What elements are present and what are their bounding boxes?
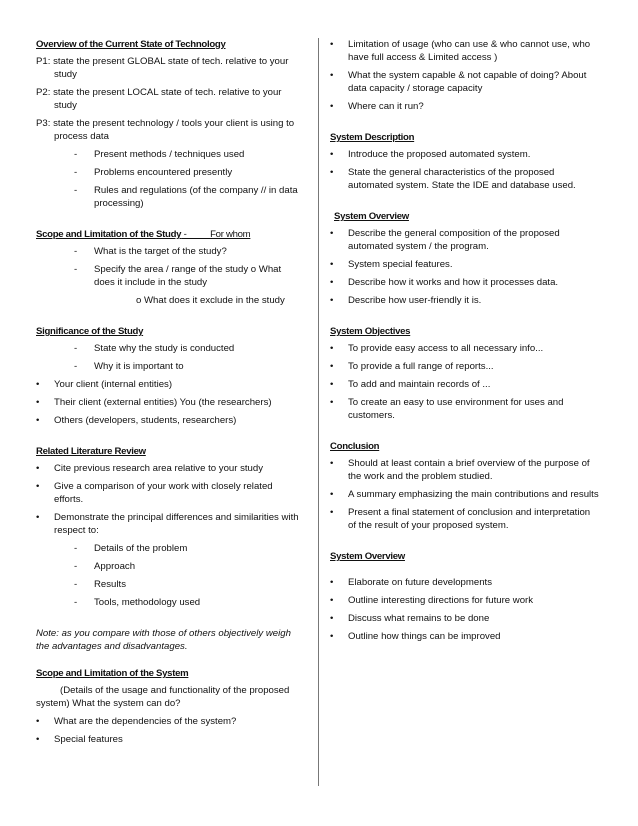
bullet-item: • To provide a full range of reports...: [330, 360, 600, 373]
bullet-item: • What are the dependencies of the system?: [36, 715, 304, 728]
scope-study-heading: [36, 228, 304, 241]
scope-system-heading: Scope and Limitation of the System: [36, 668, 189, 679]
dash-item: - Results: [36, 578, 304, 591]
dash-item: - Approach: [36, 560, 304, 573]
bullet-item: • Describe how it works and how it processes data.: [330, 276, 600, 289]
dash-item: - State why the study is conducted: [36, 342, 304, 355]
scope-study-title: Scope and Limitation of the Study: [36, 229, 182, 240]
bullet-item: • To create an easy to use environment for uses and customers.: [330, 396, 600, 422]
bullet-item: • Give a comparison of your work with closely related efforts.: [36, 480, 304, 506]
p3-text: P3: state the present technology / tools your client is using to process data: [36, 118, 295, 142]
bullet-item: • Outline how things can be improved: [330, 630, 600, 643]
dash-item: - Tools, methodology used: [36, 596, 304, 609]
dash-item: - Present methods / techniques used: [36, 148, 304, 161]
dash-item: - What is the target of the study?: [36, 245, 304, 258]
bullet-item: • Limitation of usage (who can use & who cannot use, who have full access & Limited access ): [330, 38, 600, 64]
left-column: [36, 38, 304, 751]
bullet-item: • Present a final statement of conclusion and interpretation of the result of your proposed system.: [330, 506, 600, 532]
bullet-item: • System special features.: [330, 258, 600, 271]
p1-text: P1: state the present GLOBAL state of tech. relative to your study: [36, 56, 289, 80]
literature-heading: Related Literature Review: [36, 446, 146, 457]
system-objectives-heading: System Objectives: [330, 326, 411, 337]
bullet-item: • Cite previous research area relative to your study: [36, 462, 304, 475]
dash-item: - Specify the area / range of the study o What does it include in the study: [36, 263, 304, 289]
bullet-item: • Where can it run?: [330, 100, 600, 113]
right-column: [330, 38, 600, 648]
bullet-item: • State the general characteristics of the proposed automated system. State the IDE and database used.: [330, 166, 600, 192]
bullet-item: • Your client (internal entities): [36, 378, 304, 391]
bullet-item: • Their client (external entities) You (the researchers): [36, 396, 304, 409]
scope-study-suffix: - For whom: [181, 229, 251, 240]
scope-system-para: (Details of the usage and functionality of the proposed system) What the system can do?: [36, 685, 290, 709]
bullet-item: • Outline interesting directions for future work: [330, 594, 600, 607]
bullet-item: • Demonstrate the principal differences and similarities with respect to:: [36, 511, 304, 537]
system-overview-heading: System Overview: [334, 211, 409, 222]
dash-item: - Problems encountered presently: [36, 166, 304, 179]
bullet-item: • What the system capable & not capable of doing? About data capacity / storage capacity: [330, 69, 600, 95]
bullet-item: • Others (developers, students, researchers): [36, 414, 304, 427]
conclusion-heading: Conclusion: [330, 441, 380, 452]
dash-item: - Details of the problem: [36, 542, 304, 555]
bullet-item: • Describe the general composition of the proposed automated system / the program.: [330, 227, 600, 253]
column-divider: [318, 38, 319, 786]
note-text: Note: as you compare with those of others objectively weigh the advantages and disadvantages.: [36, 628, 291, 652]
dash-item: - Why it is important to: [36, 360, 304, 373]
bullet-item: • Elaborate on future developments: [330, 576, 600, 589]
bullet-item: • Introduce the proposed automated system.: [330, 148, 600, 161]
overview-heading: Overview of the Current State of Technology: [36, 39, 226, 50]
bullet-item: • Discuss what remains to be done: [330, 612, 600, 625]
system-overview-2-heading: System Overview: [330, 551, 405, 562]
bullet-item: • Should at least contain a brief overview of the purpose of the work and the problem studied.: [330, 457, 600, 483]
bullet-item: • A summary emphasizing the main contributions and results: [330, 488, 600, 501]
bullet-item: • To provide easy access to all necessary info...: [330, 342, 600, 355]
bullet-item: • Describe how user-friendly it is.: [330, 294, 600, 307]
system-description-heading: System Description: [330, 132, 415, 143]
dash-item: - Rules and regulations (of the company // in data processing): [36, 184, 304, 210]
p2-text: P2: state the present LOCAL state of tech. relative to your study: [36, 87, 282, 111]
sub-item: o What does it exclude in the study: [136, 295, 285, 306]
bullet-item: • To add and maintain records of ...: [330, 378, 600, 391]
significance-heading: Significance of the Study: [36, 326, 144, 337]
bullet-item: • Special features: [36, 733, 304, 746]
